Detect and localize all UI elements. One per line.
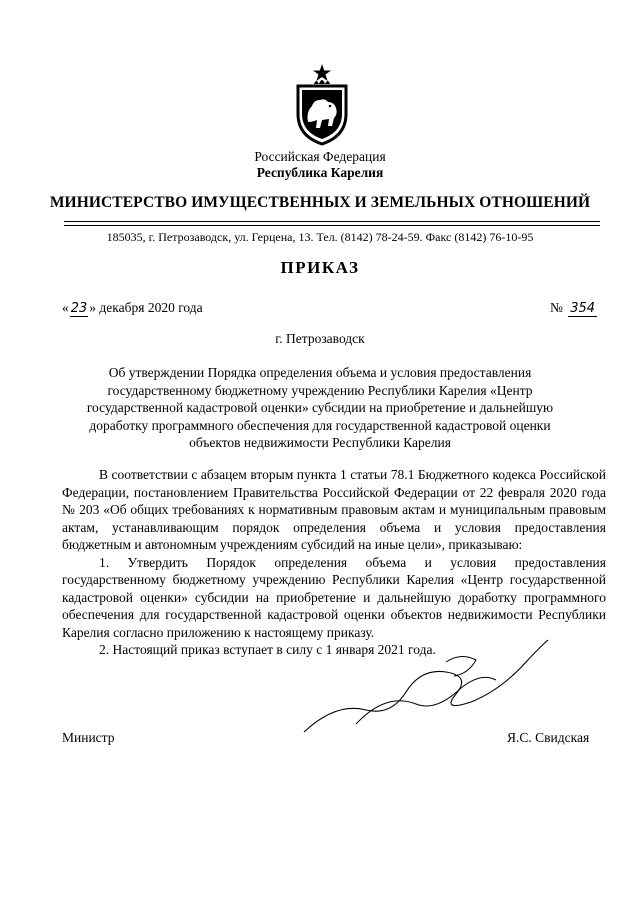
coat-of-arms-icon <box>292 62 352 146</box>
ministry-name: МИНИСТЕРСТВО ИМУЩЕСТВЕННЫХ И ЗЕМЕЛЬНЫХ ОТНОШЕНИЙ <box>49 194 591 211</box>
order-date: « 23 » декабря 2020 года <box>62 300 203 316</box>
order-title: Об утверждении Порядка определения объема и условия предоставления государственному бюджетному учреждению Республики Карелия «Центр государственной кадастровой оценки» субсидии на приобретение и дальнейшую доработку программного обеспечения для государственной кадастровой оценки объектов недвижимости Республики Карелия <box>86 365 554 450</box>
ministry-address: 185035, г. Петрозаводск, ул. Герцена, 13. Тел. (8142) 78-24-59. Факс (8142) 76-10-95 <box>106 230 534 244</box>
order-day: 23 <box>70 301 88 316</box>
order-body <box>62 466 606 659</box>
preamble-paragraph: В соответствии с абзацем вторым пункта 1 статьи 78.1 Бюджетного кодекса Российской Федерации, постановлением Правительства Российской Федерации от 22 февраля 2020 года № 203 «Об общих требованиях к нормативным правовым актам и муниципальным правовым актам, устанавливающим порядок определения объема и условия предоставления бюджетным и автономным учреждениям субсидий на иные цели», приказываю: <box>62 467 606 552</box>
order-number <box>550 300 597 317</box>
signer-name: Я.С. Свидская <box>507 730 590 745</box>
order-number-value: 354 <box>570 301 596 316</box>
order-item-1: 1. Утвердить Порядок определения объема и условия предоставления государственному бюджетному учреждению Республики Карелия «Центр государственной кадастровой оценки» субсидии на приобретение и дальнейшую доработку программного обеспечения для государственной кадастровой оценки объектов недвижимости Республики Карелия согласно приложению к настоящему приказу. <box>62 554 606 640</box>
order-item-2: 2. Настоящий приказ вступает в силу с 1 января 2021 года. <box>99 642 436 657</box>
order-city: г. Петрозаводск <box>275 331 365 346</box>
signer-position: Министр <box>62 730 115 745</box>
handwritten-signature <box>296 632 556 742</box>
header-divider-thick <box>64 221 600 222</box>
header-divider-thin <box>64 225 600 226</box>
country-name: Российская Федерация <box>254 149 386 164</box>
republic-name: Республика Карелия <box>256 165 384 180</box>
order-date-rest: декабря 2020 года <box>99 300 203 315</box>
document-type: ПРИКАЗ <box>280 258 360 277</box>
order-number-label: № <box>550 300 563 315</box>
